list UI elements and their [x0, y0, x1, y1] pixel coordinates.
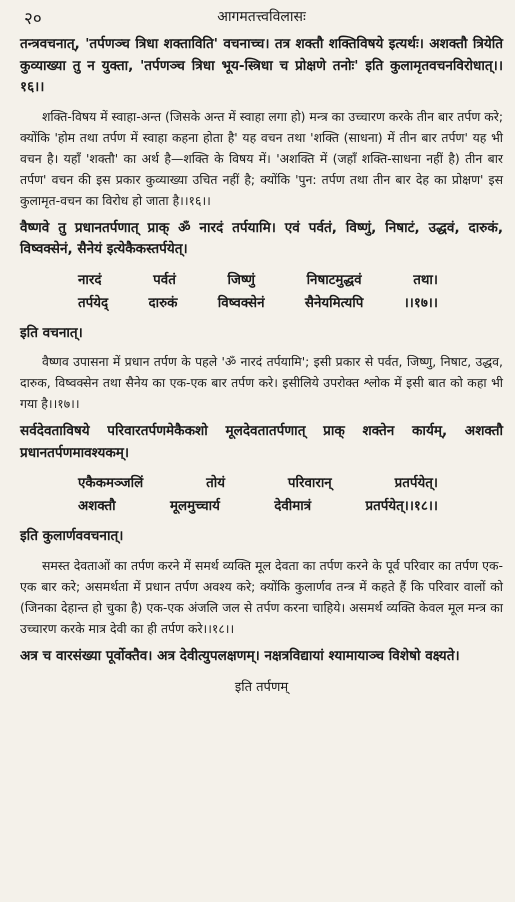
verse-17: [78, 269, 438, 315]
hindi-paragraph-2: वैष्णव उपासना में प्रधान तर्पण के पहले 'ॐ नारदं तर्पयामि'; इसी प्रकार से पर्वत, जिष्णु, निषाट, उद्धव, दारुक, विष्वक्सेन तथा सैनेय का एक-एक बार तर्पण करे। इसीलिये उपरोक्त श्लोक में इसी बात को कहा भी गया है।।१७।।: [20, 354, 503, 411]
hindi-paragraph-1: शक्ति-विषय में स्वाहा-अन्त (जिसके अन्त में स्वाहा लगा हो) मन्त्र का उच्चारण करके तीन बार तर्पण करे; क्योंकि 'होम तथा तर्पण में स्वाहा कहना होता है' यह वचन तथा 'शक्ति (साधना) में तीन बार तर्पण' यह भी वचन है। यहाँ 'शक्तौ' का अर्थ है—शक्ति के विषय में। 'अशक्ति में (जहाँ शक्ति-साधना नहीं है) तीन बार तर्पण' वचन की इस प्रकार कुव्याख्या उचित नहीं है; क्योंकि 'पुन: तर्पण तथा तीन बार देह का प्रोक्षण' इस कुलामृत-वचन का विरोध हो जाता है।।१६।।: [20, 108, 503, 208]
verse-line: [78, 292, 438, 315]
verse-word: देवीमात्रं: [274, 499, 312, 514]
verse-word: विष्वक्सेनं: [217, 295, 265, 311]
section-end: इति तर्पणम्: [234, 680, 289, 695]
page-number: २०: [24, 9, 42, 29]
sanskrit-paragraph-4: अत्र च वारसंख्या पूर्वोक्तैव। अत्र देवीत्युपलक्षणम्। नक्षत्रविद्यायां श्यामायाञ्च विशेषो वक्ष्यते।: [20, 647, 460, 664]
verse-word: प्रतर्पयेत्।।१८।।: [365, 499, 438, 514]
verse-line: [78, 495, 438, 518]
verse-word: तोयं: [206, 476, 225, 491]
sanskrit-paragraph-1: तन्त्रवचनात्, 'तर्पणञ्च त्रिधा शक्ताविति' वचनाच्च। तत्र शक्तौ शक्तिविषये इत्यर्थः। अशक्तौ त्रियेति कुव्याख्या तु न युक्ता, 'तर्पणञ्च त्रिधा भूय-स्त्रिधा च प्रोक्षणे तनोः' इति कुलामृतवचनविरोधात्।।१६।।: [20, 36, 503, 95]
verse-word: तथा।: [413, 272, 438, 288]
running-title: आगमतत्त्वविलासः: [217, 9, 306, 25]
verse-word: प्रतर्पयेत्।: [394, 476, 438, 491]
verse-word: तर्पयेद्: [78, 295, 109, 311]
hindi-paragraph-3: समस्त देवताओं का तर्पण करने में समर्थ व्यक्ति मूल देवता का तर्पण करने के पूर्व परिवार का तर्पण एक-एक बार करे; असमर्थता में प्रधान तर्पण अवश्य करे; क्योंकि कुलार्णव तन्त्र में कहते हैं कि परिवार वालों को (जिनका देहान्त हो चुका है) एक-एक अंजलि जल से तर्पण करना चाहिये। असमर्थ व्यक्ति केवल मूल मन्त्र का उच्चारण करके मात्र देवी का ही तर्पण करे।।१८।।: [20, 557, 503, 636]
verse-line: [78, 269, 438, 292]
verse-word: निषाटमुद्धवं: [306, 272, 362, 288]
sanskrit-paragraph-3: सर्वदेवताविषये परिवारतर्पणमेकैकशो मूलदेवतातर्पणात् प्राक् शक्तेन कार्यम्, अशक्तौ प्रधानतर्पणमावश्यकम्।: [20, 423, 503, 461]
verse-line: [78, 472, 438, 495]
verse-word: पर्वतं: [153, 272, 176, 288]
iti-line-1: इति वचनात्।: [20, 324, 83, 341]
page-header: [20, 0, 503, 34]
verse-word: एकैकमञ्जलिं: [78, 476, 144, 491]
verse-word: सैनेयमित्यपि: [304, 295, 364, 311]
verse-word: नारदं: [78, 272, 102, 288]
verse-word: अशक्तौ: [78, 499, 116, 514]
iti-line-2: इति कुलार्णववचनात्।: [20, 528, 124, 544]
sanskrit-paragraph-2: वैष्णवे तु प्रधानतर्पणात् प्राक् ॐ नारदं तर्पयामि। एवं पर्वतं, विष्णुं, निषाटं, उद्धवं, दारुकं, विष्वक्सेनं, सैनेयं इत्येकैकस्तर्पयेत्।: [20, 219, 503, 257]
verse-word: परिवारान्: [287, 476, 332, 491]
verse-word: मूलमुच्चार्य: [169, 499, 220, 514]
verse-word: जिष्णुं: [227, 272, 255, 288]
verse-word: दारुकं: [148, 295, 178, 311]
verse-18: [78, 472, 438, 518]
verse-word: ।।१७।।: [403, 295, 438, 311]
